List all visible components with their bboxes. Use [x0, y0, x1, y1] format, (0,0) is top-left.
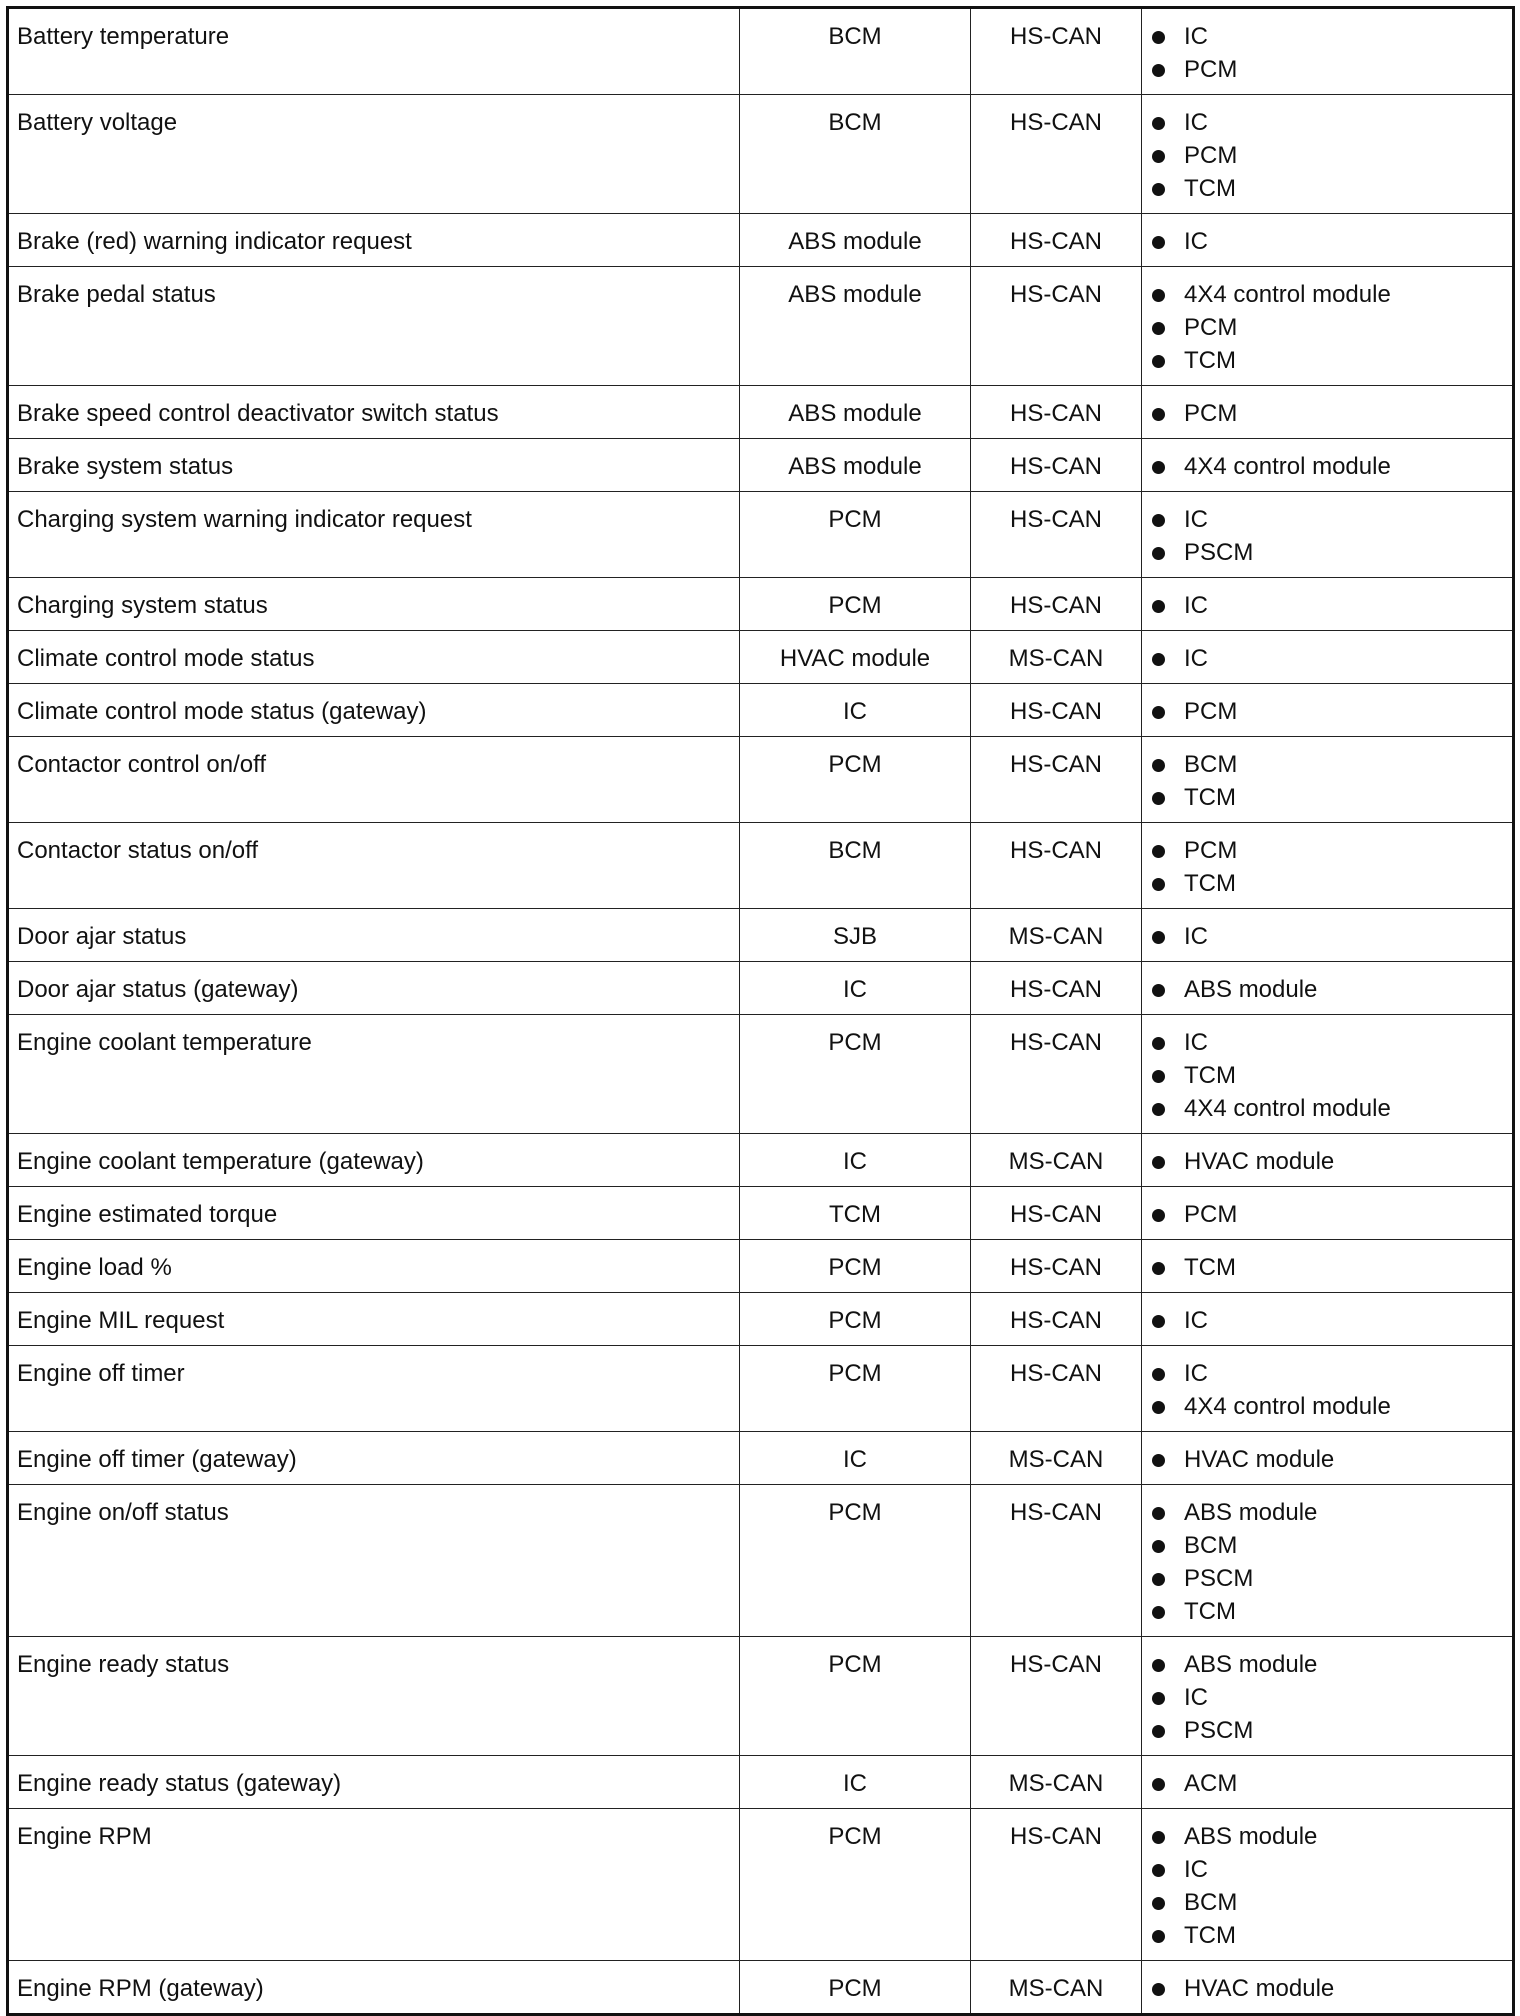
source-module-cell: BCM — [740, 8, 971, 95]
receiving-modules-cell — [1142, 439, 1514, 492]
network-cell: HS-CAN — [971, 492, 1142, 578]
receiving-modules-cell — [1142, 95, 1514, 214]
network-cell: MS-CAN — [971, 1756, 1142, 1809]
network-cell: MS-CAN — [971, 631, 1142, 684]
network-cell: HS-CAN — [971, 684, 1142, 737]
source-module-cell: ABS module — [740, 267, 971, 386]
receiving-modules-cell — [1142, 1015, 1514, 1134]
receiving-modules-cell — [1142, 1961, 1514, 2015]
receiving-modules-cell — [1142, 1134, 1514, 1187]
message-cell: Door ajar status — [8, 909, 740, 962]
receiver-list — [1150, 1767, 1504, 1800]
source-module-cell: IC — [740, 1756, 971, 1809]
receiver-item: TCM — [1150, 781, 1504, 814]
receiver-list — [1150, 1972, 1504, 2005]
network-cell: HS-CAN — [971, 1346, 1142, 1432]
source-module-cell: PCM — [740, 1293, 971, 1346]
receiver-list — [1150, 106, 1504, 205]
table-row — [8, 1756, 1514, 1809]
message-cell: Brake (red) warning indicator request — [8, 214, 740, 267]
receiver-list — [1150, 973, 1504, 1006]
network-cell: HS-CAN — [971, 823, 1142, 909]
receiving-modules-cell — [1142, 214, 1514, 267]
source-module-cell: PCM — [740, 1346, 971, 1432]
table-row — [8, 1015, 1514, 1134]
table-body — [8, 8, 1514, 2015]
source-module-cell: IC — [740, 684, 971, 737]
receiver-list — [1150, 397, 1504, 430]
network-cell: HS-CAN — [971, 1637, 1142, 1756]
network-message-table — [6, 6, 1515, 2016]
message-cell: Climate control mode status (gateway) — [8, 684, 740, 737]
message-cell: Brake pedal status — [8, 267, 740, 386]
source-module-cell: SJB — [740, 909, 971, 962]
receiver-list — [1150, 225, 1504, 258]
receiver-list — [1150, 695, 1504, 728]
source-module-cell: PCM — [740, 737, 971, 823]
network-cell: HS-CAN — [971, 386, 1142, 439]
receiving-modules-cell — [1142, 1346, 1514, 1432]
source-module-cell: PCM — [740, 1485, 971, 1637]
receiving-modules-cell — [1142, 386, 1514, 439]
network-cell: HS-CAN — [971, 8, 1142, 95]
receiver-item: IC — [1150, 920, 1504, 953]
network-cell: MS-CAN — [971, 909, 1142, 962]
source-module-cell: ABS module — [740, 214, 971, 267]
receiver-list — [1150, 1820, 1504, 1952]
message-cell: Charging system status — [8, 578, 740, 631]
receiving-modules-cell — [1142, 1240, 1514, 1293]
receiver-item: 4X4 control module — [1150, 278, 1504, 311]
receiver-item: HVAC module — [1150, 1145, 1504, 1178]
source-module-cell: ABS module — [740, 439, 971, 492]
receiving-modules-cell — [1142, 492, 1514, 578]
receiver-list — [1150, 1443, 1504, 1476]
receiver-item: IC — [1150, 1357, 1504, 1390]
message-cell: Engine RPM — [8, 1809, 740, 1961]
network-cell: HS-CAN — [971, 578, 1142, 631]
table-row — [8, 823, 1514, 909]
receiver-item: ACM — [1150, 1767, 1504, 1800]
receiver-item: TCM — [1150, 1595, 1504, 1628]
receiving-modules-cell — [1142, 1809, 1514, 1961]
receiver-list — [1150, 920, 1504, 953]
table-row — [8, 8, 1514, 95]
receiving-modules-cell — [1142, 1432, 1514, 1485]
table-row — [8, 439, 1514, 492]
network-cell: MS-CAN — [971, 1134, 1142, 1187]
receiver-item: TCM — [1150, 1251, 1504, 1284]
message-cell: Battery voltage — [8, 95, 740, 214]
receiver-list — [1150, 450, 1504, 483]
source-module-cell: TCM — [740, 1187, 971, 1240]
source-module-cell: PCM — [740, 578, 971, 631]
receiver-list — [1150, 503, 1504, 569]
receiver-list — [1150, 1304, 1504, 1337]
table-row — [8, 214, 1514, 267]
receiver-item: 4X4 control module — [1150, 1390, 1504, 1423]
network-cell: HS-CAN — [971, 1240, 1142, 1293]
receiving-modules-cell — [1142, 578, 1514, 631]
table-row — [8, 492, 1514, 578]
receiver-item: HVAC module — [1150, 1972, 1504, 2005]
table-row — [8, 386, 1514, 439]
receiver-list — [1150, 1357, 1504, 1423]
source-module-cell: BCM — [740, 95, 971, 214]
message-cell: Brake speed control deactivator switch status — [8, 386, 740, 439]
receiver-list — [1150, 834, 1504, 900]
source-module-cell: PCM — [740, 492, 971, 578]
receiver-item: TCM — [1150, 1919, 1504, 1952]
receiver-item: BCM — [1150, 748, 1504, 781]
receiving-modules-cell — [1142, 267, 1514, 386]
receiver-list — [1150, 1251, 1504, 1284]
network-cell: HS-CAN — [971, 1485, 1142, 1637]
receiver-list — [1150, 278, 1504, 377]
receiver-item: TCM — [1150, 1059, 1504, 1092]
receiver-item: PCM — [1150, 695, 1504, 728]
source-module-cell: PCM — [740, 1637, 971, 1756]
network-cell: HS-CAN — [971, 214, 1142, 267]
table-row — [8, 1240, 1514, 1293]
receiver-item: PCM — [1150, 834, 1504, 867]
source-module-cell: PCM — [740, 1809, 971, 1961]
message-cell: Engine ready status — [8, 1637, 740, 1756]
message-cell: Door ajar status (gateway) — [8, 962, 740, 1015]
table-row — [8, 684, 1514, 737]
message-cell: Engine load % — [8, 1240, 740, 1293]
source-module-cell: ABS module — [740, 386, 971, 439]
message-cell: Engine RPM (gateway) — [8, 1961, 740, 2015]
receiver-list — [1150, 1496, 1504, 1628]
network-cell: HS-CAN — [971, 1187, 1142, 1240]
receiver-item: ABS module — [1150, 1496, 1504, 1529]
table-row — [8, 1134, 1514, 1187]
table-row — [8, 962, 1514, 1015]
receiver-item: TCM — [1150, 867, 1504, 900]
receiver-item: TCM — [1150, 344, 1504, 377]
table-row — [8, 1637, 1514, 1756]
receiver-item: ABS module — [1150, 1820, 1504, 1853]
receiver-item: HVAC module — [1150, 1443, 1504, 1476]
receiver-item: PSCM — [1150, 1562, 1504, 1595]
table-row — [8, 1346, 1514, 1432]
receiver-item: PCM — [1150, 53, 1504, 86]
source-module-cell: IC — [740, 1134, 971, 1187]
receiver-list — [1150, 642, 1504, 675]
receiver-item: IC — [1150, 642, 1504, 675]
source-module-cell: IC — [740, 962, 971, 1015]
network-cell: HS-CAN — [971, 1809, 1142, 1961]
receiving-modules-cell — [1142, 8, 1514, 95]
table-row — [8, 1961, 1514, 2015]
source-module-cell: PCM — [740, 1015, 971, 1134]
receiving-modules-cell — [1142, 631, 1514, 684]
network-cell: MS-CAN — [971, 1961, 1142, 2015]
message-cell: Engine off timer — [8, 1346, 740, 1432]
receiving-modules-cell — [1142, 1756, 1514, 1809]
message-cell: Engine on/off status — [8, 1485, 740, 1637]
table-row — [8, 1809, 1514, 1961]
receiver-list — [1150, 1198, 1504, 1231]
source-module-cell: PCM — [740, 1961, 971, 2015]
message-cell: Engine coolant temperature — [8, 1015, 740, 1134]
receiver-item: PCM — [1150, 1198, 1504, 1231]
table-row — [8, 909, 1514, 962]
receiving-modules-cell — [1142, 823, 1514, 909]
table-row — [8, 1432, 1514, 1485]
message-cell: Climate control mode status — [8, 631, 740, 684]
table-row — [8, 631, 1514, 684]
table-row — [8, 578, 1514, 631]
receiving-modules-cell — [1142, 909, 1514, 962]
source-module-cell: BCM — [740, 823, 971, 909]
message-cell: Charging system warning indicator request — [8, 492, 740, 578]
receiver-list — [1150, 1026, 1504, 1125]
receiver-list — [1150, 1648, 1504, 1747]
receiver-item: TCM — [1150, 172, 1504, 205]
receiving-modules-cell — [1142, 1187, 1514, 1240]
source-module-cell: PCM — [740, 1240, 971, 1293]
table-row — [8, 1293, 1514, 1346]
receiver-list — [1150, 589, 1504, 622]
network-cell: HS-CAN — [971, 737, 1142, 823]
receiver-item: IC — [1150, 589, 1504, 622]
receiver-item: PCM — [1150, 139, 1504, 172]
message-cell: Engine MIL request — [8, 1293, 740, 1346]
receiving-modules-cell — [1142, 684, 1514, 737]
receiver-item: IC — [1150, 225, 1504, 258]
message-cell: Engine off timer (gateway) — [8, 1432, 740, 1485]
receiver-item: 4X4 control module — [1150, 1092, 1504, 1125]
receiver-item: PCM — [1150, 311, 1504, 344]
network-cell: HS-CAN — [971, 1015, 1142, 1134]
receiver-list — [1150, 1145, 1504, 1178]
receiver-item: ABS module — [1150, 973, 1504, 1006]
network-cell: HS-CAN — [971, 1293, 1142, 1346]
receiver-item: IC — [1150, 1853, 1504, 1886]
receiver-item: IC — [1150, 1026, 1504, 1059]
message-cell: Engine estimated torque — [8, 1187, 740, 1240]
receiving-modules-cell — [1142, 962, 1514, 1015]
receiving-modules-cell — [1142, 1485, 1514, 1637]
network-cell: HS-CAN — [971, 267, 1142, 386]
receiving-modules-cell — [1142, 1637, 1514, 1756]
receiver-item: IC — [1150, 503, 1504, 536]
source-module-cell: IC — [740, 1432, 971, 1485]
message-cell: Contactor control on/off — [8, 737, 740, 823]
message-cell: Engine ready status (gateway) — [8, 1756, 740, 1809]
network-cell: HS-CAN — [971, 962, 1142, 1015]
receiver-list — [1150, 20, 1504, 86]
receiver-item: IC — [1150, 1304, 1504, 1337]
receiving-modules-cell — [1142, 1293, 1514, 1346]
receiver-list — [1150, 748, 1504, 814]
message-cell: Brake system status — [8, 439, 740, 492]
table-row — [8, 1485, 1514, 1637]
receiver-item: IC — [1150, 106, 1504, 139]
table-row — [8, 267, 1514, 386]
receiver-item: PCM — [1150, 397, 1504, 430]
message-cell: Battery temperature — [8, 8, 740, 95]
source-module-cell: HVAC module — [740, 631, 971, 684]
table-row — [8, 737, 1514, 823]
receiver-item: BCM — [1150, 1886, 1504, 1919]
receiver-item: IC — [1150, 20, 1504, 53]
receiving-modules-cell — [1142, 737, 1514, 823]
table-row — [8, 95, 1514, 214]
network-cell: MS-CAN — [971, 1432, 1142, 1485]
receiver-item: 4X4 control module — [1150, 450, 1504, 483]
network-cell: HS-CAN — [971, 439, 1142, 492]
receiver-item: ABS module — [1150, 1648, 1504, 1681]
table-row — [8, 1187, 1514, 1240]
receiver-item: PSCM — [1150, 536, 1504, 569]
message-cell: Engine coolant temperature (gateway) — [8, 1134, 740, 1187]
receiver-item: BCM — [1150, 1529, 1504, 1562]
receiver-item: IC — [1150, 1681, 1504, 1714]
network-cell: HS-CAN — [971, 95, 1142, 214]
receiver-item: PSCM — [1150, 1714, 1504, 1747]
message-cell: Contactor status on/off — [8, 823, 740, 909]
